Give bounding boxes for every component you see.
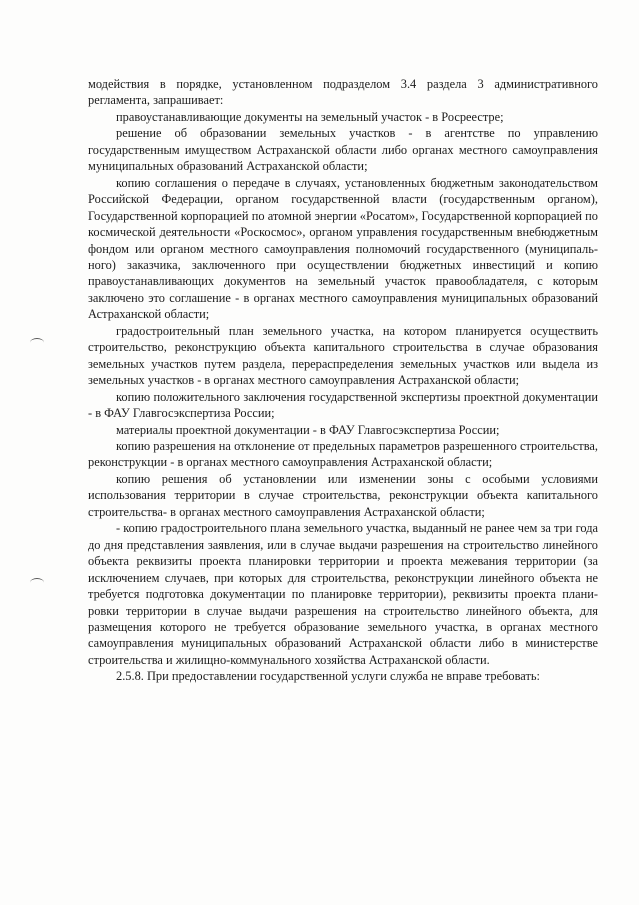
paragraph-item: копию соглашения о передаче в случаях, установленных бюджетным законодательством Российской Федерации, органом государственной власти (государственным органом), Государственной корпорацией по атомной энергии «Росатом», Государственной корпорацией по космической деятельности «Роскосмос», органом управления государственным внебюджетным фондом или органом местного самоуправления полномочий государственного (муниципального) заказчика, заключенного при осуществлении бюджетных инвестиций и копию правоустанавливающих документов на земельный участок правообладателя, с которым заключено это соглашение - в органах местного самоуправления муниципальных образований Астраханской области; [88, 175, 598, 322]
document-body [88, 76, 598, 685]
punch-hole-mark [30, 578, 44, 587]
paragraph-item: материалы проектной документации - в ФАУ Главгосэкспертиза России; [116, 422, 500, 437]
paragraph-item: правоустанавливающие документы на земельный участок - в Росреестре; [116, 109, 504, 124]
paragraph-item: копию разрешения на отклонение от предельных параметров разрешенного строительства, реконструкции - в органах местного самоуправления Астраханской области; [88, 438, 598, 470]
paragraph-item: копию положительного заключения государственной экспертизы проектной документации - в ФАУ Главгосэкспертиза России; [88, 389, 598, 421]
paragraph-item: - копию градостроительного плана земельного участка, выданный не ранее чем за три года до дня представления заявления, или в случае выдачи разрешения на строительство линейного объекта реквизиты проекта планировки территории и проекта межевания территории (за исключением случаев, при которых для строительства, реконструкции линейного объекта не требуется подготовка документации по планировке территории), реквизиты проекта планировки территории в случае выдачи разрешения на строительство линейного объекта, для размещения которого не требуется образование земельного участка, в органах местного самоуправления муниципальных образований Астраханской области либо в министерстве строительства и жилищно-коммунального хозяйства Астраханской области. [88, 521, 598, 667]
paragraph-item: градостроительный план земельного участка, на котором планируется осуществить строительство, реконструкцию объекта капитального строительства в случае образования земельных участков путем раздела, перераспределения земельных участков или выдела из земельных участков - в органах местного самоуправления Астраханской области; [88, 323, 598, 388]
paragraph-section-2-5-8: 2.5.8. При предоставлении государственной услуги служба не вправе требовать: [116, 669, 540, 684]
paragraph-item: копию решения об установлении или изменении зоны с особыми условиями использования территории в случае строительства, реконструкции объекта капитального строительства- в органах местного самоуправления Астраханской области; [88, 471, 598, 519]
paragraph-intro: модействия в порядке, установленном подразделом 3.4 раздела 3 административного регламента, запрашивает: [88, 77, 598, 108]
punch-hole-mark [30, 338, 44, 347]
paragraph-item: решение об образовании земельных участков - в агентстве по управлению государственным имуществом Астраханской области либо органах местного самоуправления муниципальных образований Астраханской области; [88, 126, 598, 174]
